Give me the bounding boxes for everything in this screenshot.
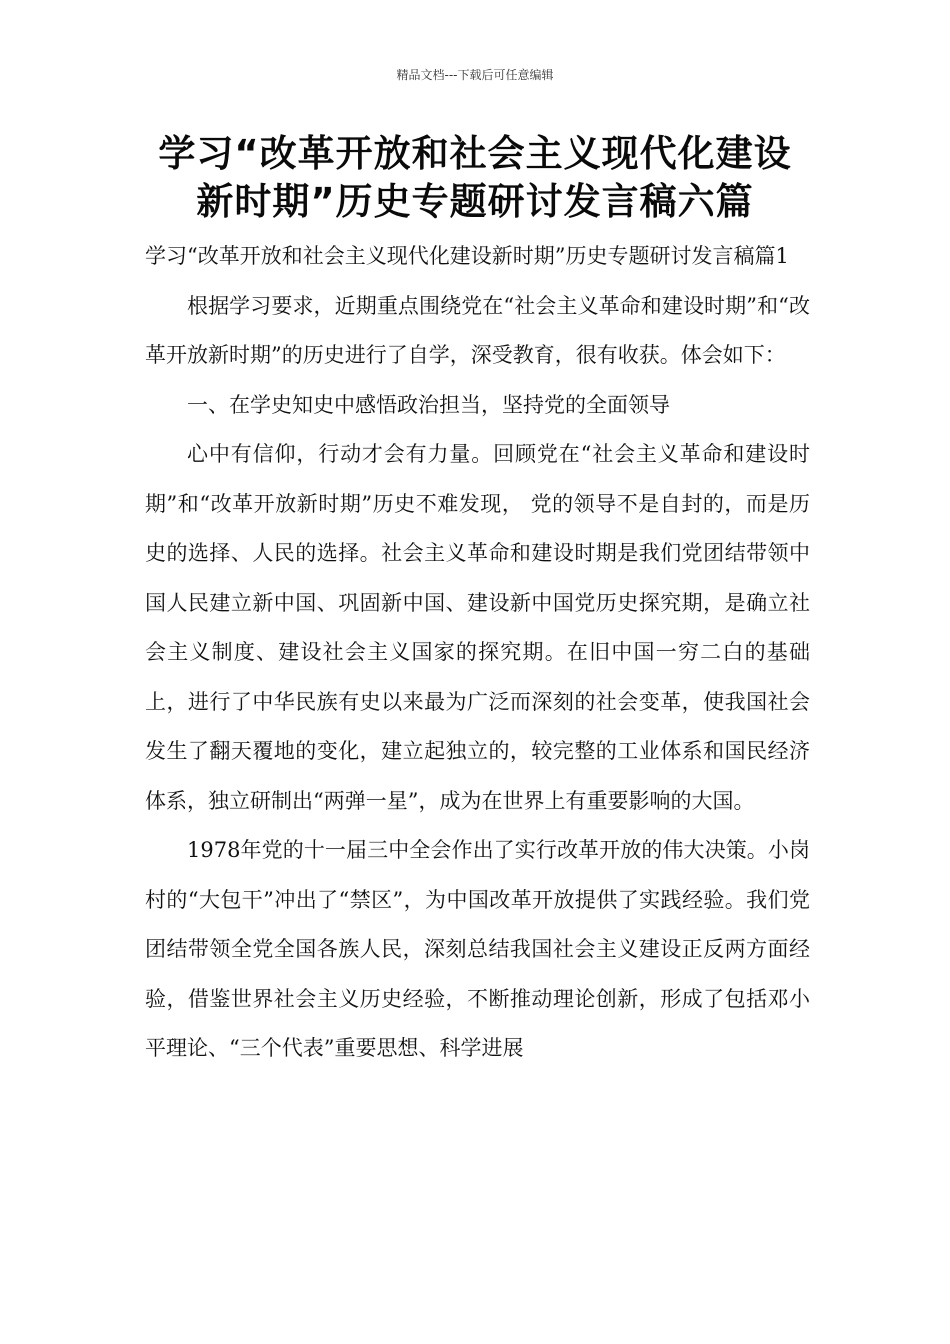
document-title-line-1: 学习“改革开放和社会主义现代化建设 xyxy=(158,132,792,175)
section-heading: 学习“改革开放和社会主义现代化建设新时期”历史专题研讨发言稿篇1 xyxy=(145,244,789,268)
body-paragraph: 心中有信仰，行动才会有力量。回顾党在“社会主义革命和建设时期”和“改革开放新时期”历史不难发现， 党的领导不是自封的，而是历史的选择、人民的选择。社会主义革命和建设时期是我们党团结带领中国人民建立新中国、巩固新中国、建设新中国党历史探究期，是确立社会主义制度、建设社会主义国家的探究期。在旧中国一穷二白的基础上，进行了中华民族有史以来最为广泛而深刻的社会变革，使我国社会发生了翻天覆地的变化，建立起独立的，较完整的工业体系和国民经济体系，独立研制出“两弹一星”，成为在世界上有重要影响的大国。 xyxy=(145,442,810,813)
body-paragraph: 1978年党的十一届三中全会作出了实行改革开放的伟大决策。小岗村的“大包干”冲出了“禁区”，为中国改革开放提供了实践经验。我们党团结带领全党全国各族人民，深刻总结我国社会主义建设正反两方面经验，借鉴世界社会主义历史经验，不断推动理论创新，形成了包括邓小平理论、“三个代表”重要思想、科学进展 xyxy=(145,838,810,1060)
document-title-line-2: 新时期”历史专题研讨发言稿六篇 xyxy=(196,180,754,223)
subsection-heading: 一、在学史知史中感悟政治担当，坚持党的全面领导 xyxy=(187,392,670,417)
document-body xyxy=(145,232,810,1074)
intro-paragraph: 根据学习要求，近期重点围绕党在“社会主义革命和建设时期”和“改革开放新时期”的历史进行了自学，深受教育，很有收获。体会如下： xyxy=(145,293,810,367)
document-title xyxy=(100,130,850,226)
header-note: 精品文档---下载后可任意编辑 xyxy=(396,68,554,82)
